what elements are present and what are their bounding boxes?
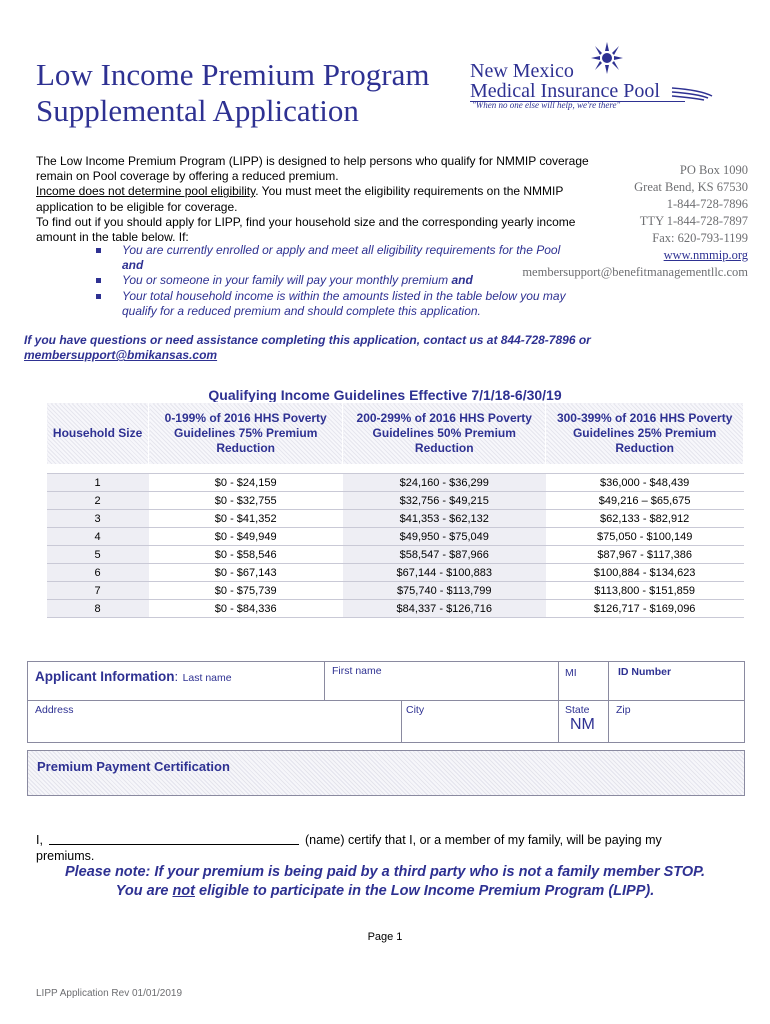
income-range-cell: $49,216 – $65,675 xyxy=(546,492,744,510)
header-tier3: 300-399% of 2016 HHS Poverty Guidelines 25% Premium Reduction xyxy=(546,403,744,465)
table-row xyxy=(47,600,744,618)
cert-name-field[interactable] xyxy=(49,832,299,845)
income-range-cell: $32,756 - $49,215 xyxy=(343,492,546,510)
household-size-cell: 3 xyxy=(47,510,149,528)
website-link[interactable]: www.nmmip.org xyxy=(663,248,748,262)
bullet-item xyxy=(90,289,570,319)
intro-p2 xyxy=(36,184,606,214)
assistance-notice xyxy=(24,333,744,363)
income-range-cell: $126,717 - $169,096 xyxy=(546,600,744,618)
address-label: Address xyxy=(35,704,74,716)
logo-line2: Medical Insurance Pool xyxy=(470,80,660,102)
household-size-cell: 4 xyxy=(47,528,149,546)
applicant-section-label: Applicant Information xyxy=(35,669,175,684)
income-range-cell: $36,000 - $48,439 xyxy=(546,474,744,492)
household-size-cell: 2 xyxy=(47,492,149,510)
intro-text xyxy=(36,154,606,245)
logo-line1: New Mexico xyxy=(470,60,574,82)
cert-rest: (name) certify that I, or a member of my family, will be paying my xyxy=(304,833,662,847)
header-tier2: 200-299% of 2016 HHS Poverty Guidelines 50% Premium Reduction xyxy=(343,403,546,465)
income-range-cell: $0 - $75,739 xyxy=(149,582,343,600)
bullet-icon xyxy=(96,248,101,253)
bullet2-text: You or someone in your family will pay your monthly premium xyxy=(122,273,449,288)
notice-text: If you have questions or need assistance completing this application, contact us at 844-728-7896 or xyxy=(24,333,591,347)
applicant-colon: : xyxy=(174,669,179,684)
income-range-cell: $62,133 - $82,912 xyxy=(546,510,744,528)
table-row xyxy=(47,510,744,528)
intro-p2-rest: . You must meet the eligibility requirements on the NMMIP application to be eligible for coverage. xyxy=(36,184,564,214)
certification-box xyxy=(27,750,745,796)
intro-p3: To find out if you should apply for LIPP, find your household size and the corresponding yearly income amount in the table below. If: xyxy=(36,214,576,245)
id-number-label: ID Number xyxy=(618,666,672,678)
bullet1-text: You are currently enrolled or apply and meet all eligibility requirements for the Pool xyxy=(122,243,561,257)
last-name-field[interactable] xyxy=(208,684,318,698)
last-name-label: Last name xyxy=(182,672,232,684)
phone: 1-844-728-7896 xyxy=(666,197,748,211)
mi-label: MI xyxy=(565,667,577,679)
table-row xyxy=(47,546,744,564)
bullet3-text: Your total household income is within the amounts listed in the table below you may qualify for a reduced premium and should complete this application. xyxy=(122,288,566,318)
table-row xyxy=(47,564,744,582)
sun-icon xyxy=(588,40,626,76)
income-range-cell: $41,353 - $62,132 xyxy=(343,510,546,528)
income-range-cell: $113,800 - $151,859 xyxy=(546,582,744,600)
table-row xyxy=(47,492,744,510)
contact-email[interactable]: membersupport@benefitmanagementllc.com xyxy=(522,265,748,279)
income-table xyxy=(46,402,744,618)
bullet-item xyxy=(90,243,570,273)
applicant-info-box xyxy=(27,661,745,743)
first-name-label: First name xyxy=(332,665,382,677)
note2-not: not xyxy=(172,883,195,899)
city-field[interactable] xyxy=(406,718,554,738)
income-range-cell: $58,547 - $87,966 xyxy=(343,546,546,564)
intro-p1: The Low Income Premium Program (LIPP) is designed to help persons who qualify for NMMIP coverage remain on Pool coverage by offering a reduced premium. xyxy=(36,154,589,184)
zip-label: Zip xyxy=(616,704,631,716)
income-range-cell: $49,950 - $75,049 xyxy=(343,528,546,546)
income-range-cell: $84,337 - $126,716 xyxy=(343,600,546,618)
note-line2 xyxy=(0,882,770,901)
page-title-line2: Supplemental Application xyxy=(36,93,359,128)
household-size-cell: 5 xyxy=(47,546,149,564)
income-range-cell: $0 - $49,949 xyxy=(149,528,343,546)
revision-footer: LIPP Application Rev 01/01/2019 xyxy=(36,988,183,999)
notice-email-link[interactable]: membersupport@bmikansas.com xyxy=(24,348,218,362)
cert-prefix: I, xyxy=(36,833,43,847)
state-label: State xyxy=(565,704,590,716)
income-range-cell: $100,884 - $134,623 xyxy=(546,564,744,582)
nmmip-logo xyxy=(470,40,730,120)
certification-title: Premium Payment Certification xyxy=(37,759,230,774)
header-tier1: 0-199% of 2016 HHS Poverty Guidelines 75% Premium Reduction xyxy=(149,403,343,465)
income-range-cell: $0 - $84,336 xyxy=(149,600,343,618)
household-size-cell: 1 xyxy=(47,474,149,492)
table-row xyxy=(47,582,744,600)
applicant-info-title xyxy=(35,668,232,686)
bullet-icon xyxy=(96,294,101,299)
logo-tagline: "When no one else will help, we're there" xyxy=(472,100,621,110)
certification-statement xyxy=(36,832,736,864)
page-number: Page 1 xyxy=(367,931,403,943)
note2-a: You are xyxy=(115,883,169,899)
income-range-cell: $75,050 - $100,149 xyxy=(546,528,744,546)
bullet-item xyxy=(90,273,570,288)
household-size-cell: 7 xyxy=(47,582,149,600)
bullet1-and: and xyxy=(122,258,144,273)
tty: TTY 1-844-728-7897 xyxy=(639,214,748,228)
income-table-title: Qualifying Income Guidelines Effective 7/1/18-6/30/19 xyxy=(208,387,562,403)
zip-field[interactable] xyxy=(616,718,736,738)
intro-p2-underlined: Income does not determine pool eligibility xyxy=(36,184,256,199)
table-row xyxy=(47,474,744,492)
city-address: Great Bend, KS 67530 xyxy=(634,180,748,194)
income-range-cell: $24,160 - $36,299 xyxy=(343,474,546,492)
first-name-field[interactable] xyxy=(332,680,552,698)
bullet-icon xyxy=(96,278,101,283)
id-number-field[interactable] xyxy=(618,680,738,698)
mi-field[interactable] xyxy=(565,680,603,698)
note-line1: Please note: If your premium is being paid by a third party who is not a family member STOP. xyxy=(64,864,706,880)
po-box: PO Box 1090 xyxy=(679,163,748,177)
income-range-cell: $0 - $24,159 xyxy=(149,474,343,492)
table-row xyxy=(47,528,744,546)
income-range-cell: $87,967 - $117,386 xyxy=(546,546,744,564)
state-value[interactable]: NM xyxy=(570,716,595,733)
swoosh-icon xyxy=(670,84,716,106)
income-range-cell: $0 - $32,755 xyxy=(149,492,343,510)
page-title-line1: Low Income Premium Program xyxy=(36,57,430,92)
household-size-cell: 6 xyxy=(47,564,149,582)
fax: Fax: 620-793-1199 xyxy=(652,231,748,245)
income-range-cell: $67,144 - $100,883 xyxy=(343,564,546,582)
city-label: City xyxy=(406,704,425,716)
bullet2-and: and xyxy=(451,273,473,288)
income-range-cell: $0 - $58,546 xyxy=(149,546,343,564)
third-party-note xyxy=(0,863,770,901)
address-field[interactable] xyxy=(35,718,395,738)
household-size-cell: 8 xyxy=(47,600,149,618)
income-range-cell: $0 - $41,352 xyxy=(149,510,343,528)
income-range-cell: $75,740 - $113,799 xyxy=(343,582,546,600)
cert-line2: premiums. xyxy=(36,849,95,863)
note2-b: eligible to participate in the Low Income Premium Program (LIPP). xyxy=(199,883,655,899)
income-range-cell: $0 - $67,143 xyxy=(149,564,343,582)
header-household-size: Household Size xyxy=(47,403,149,465)
eligibility-bullets xyxy=(90,243,570,319)
